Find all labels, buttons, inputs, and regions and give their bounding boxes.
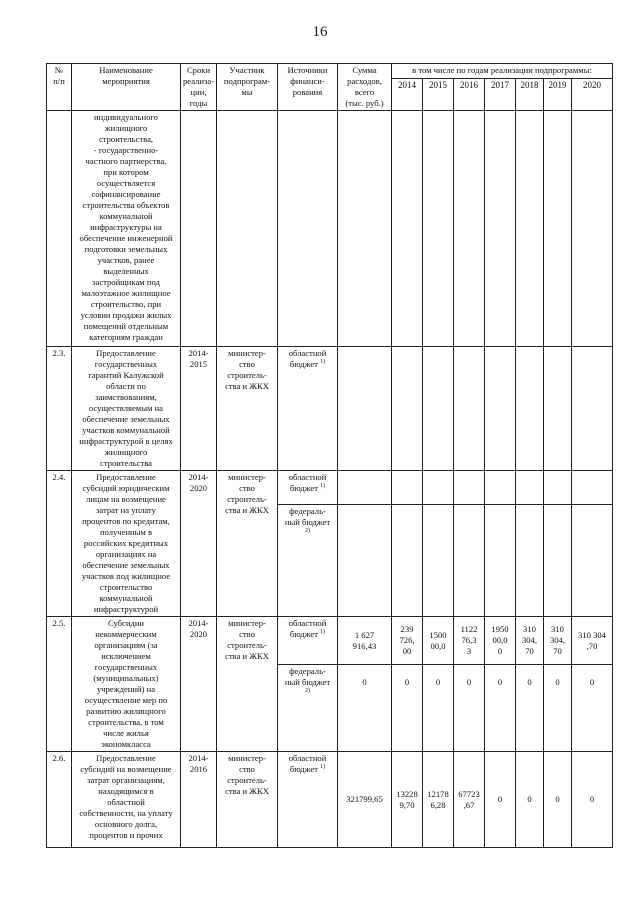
row-source: областной бюджет $^{1)}$ — [278, 617, 338, 665]
value-cell: 0 — [544, 752, 572, 848]
row-name: Предоставление государственных гарантий Калужской области по заимствованиям, осуществляемым на обеспечение земельных участков коммунальной инфраструктурой в целях жилищного строительства — [72, 347, 181, 471]
row-sum: 0 — [338, 665, 392, 752]
value-cell: 1950 00,0 0 — [485, 617, 516, 665]
value-cell: 0 — [516, 752, 544, 848]
row-term: 2014- 2016 — [181, 752, 217, 848]
year-cell: 2020 — [572, 78, 613, 110]
footnote-mark: 1) — [320, 764, 326, 771]
year-cell: 2019 — [544, 78, 572, 110]
footnote-mark: 1) — [320, 483, 326, 490]
year-cell: 2018 — [516, 78, 544, 110]
row-term: 2014- 2020 — [181, 471, 217, 617]
header-name: Наименование мероприятия — [72, 64, 181, 111]
row-num: 2.5. — [47, 617, 72, 752]
row-participant: министер- ство строитель- ства и ЖКХ — [217, 752, 278, 848]
year-cell: 2017 — [485, 78, 516, 110]
header-sources: Источники финанси- рования — [278, 64, 338, 111]
row-source: областной бюджет $^{1)}$ — [278, 752, 338, 848]
row-sum: 321799,65 — [338, 752, 392, 848]
row-name: Предоставление субсидий на возмещение затрат организациям, находящимся в областной собственности, на уплату основного долга, процентов и прочих — [72, 752, 181, 848]
footnote-mark: 1) — [320, 359, 326, 366]
table-row — [47, 471, 613, 505]
row-participant: министер- ство строитель- ства и ЖКХ — [217, 347, 278, 471]
value-cell: 1500 00,0 — [423, 617, 454, 665]
value-cell: 0 — [423, 665, 454, 752]
value-cell: 310 304, 70 — [544, 617, 572, 665]
row-term: 2014- 2020 — [181, 617, 217, 752]
row-num — [47, 111, 72, 347]
footnote-mark: 2) — [305, 688, 310, 695]
year-cell: 2014 — [392, 78, 423, 110]
year-cell: 2015 — [423, 78, 454, 110]
row-name: индивидуального жилищного строительства, - государственно- частного партнерства, при котором осуществляется софинансирование строительства объектов коммунальной инфраструктуры на обеспечение инженерной подготовки земельных участков, ранее выделенных застройщикам под малоэтажное жилищное строительство, при условии продажи жилых помещений отдельным категориям граждан — [72, 111, 181, 347]
value-cell: 0 — [485, 665, 516, 752]
year-cell: 2016 — [454, 78, 485, 110]
value-cell: 1122 76,3 3 — [454, 617, 485, 665]
table-header-row — [47, 64, 613, 79]
row-participant: министер- ство строитель- ства и ЖКХ — [217, 471, 278, 617]
value-cell: 0 — [572, 752, 613, 848]
footnote-mark: 2) — [305, 528, 310, 535]
header-participant: Участник подпрограм- мы — [217, 64, 278, 111]
row-source: областной бюджет $^{1)}$ — [278, 471, 338, 505]
value-cell: 239 726, 00 — [392, 617, 423, 665]
row-term: 2014- 2015 — [181, 347, 217, 471]
footnote-mark: 1) — [320, 629, 326, 636]
row-source: федераль- ный бюджет $^{2)}$ — [278, 505, 338, 617]
row-sum: 1 627 916,43 — [338, 617, 392, 665]
value-cell: 0 — [392, 665, 423, 752]
row-name: Предоставление субсидий юридическим лицам на возмещение затрат на уплату процентов по кредитам, полученным в российских кредитных организациях на обеспечение земельных участков под жилищное строительство коммунальной инфраструктурой — [72, 471, 181, 617]
header-term: Сроки реализа- ции, годы — [181, 64, 217, 111]
table-row — [47, 752, 613, 848]
value-cell: 0 — [485, 752, 516, 848]
value-cell: 310 304 ,70 — [572, 617, 613, 665]
row-num: 2.6. — [47, 752, 72, 848]
table-row — [47, 617, 613, 665]
value-cell: 310 304, 70 — [516, 617, 544, 665]
header-num: № п/п — [47, 64, 72, 111]
value-cell: 0 — [572, 665, 613, 752]
value-cell: 0 — [454, 665, 485, 752]
table-row — [47, 111, 613, 347]
value-cell: 12178 6,28 — [423, 752, 454, 848]
value-cell: 0 — [544, 665, 572, 752]
value-cell: 0 — [516, 665, 544, 752]
row-source: областной бюджет $^{1)}$ — [278, 347, 338, 471]
row-name: Субсидии некоммерческим организациям (за исключением государственных (муниципальных) учреждений) на осуществление мер по развитию жилищного строительства, в том числе жилья экономкласса — [72, 617, 181, 752]
value-cell: 67723 ,67 — [454, 752, 485, 848]
value-cell: 13228 9,70 — [392, 752, 423, 848]
row-num: 2.4. — [47, 471, 72, 617]
header-by-years: в том числе по годам реализации подпрограммы: — [392, 64, 613, 79]
program-table — [46, 63, 613, 848]
row-participant: министер- ство строитель- ства и ЖКХ — [217, 617, 278, 752]
row-source: федераль- ный бюджет $^{2)}$ — [278, 665, 338, 752]
table-row — [47, 347, 613, 471]
header-sum: Сумма расходов, всего (тыс. руб.) — [338, 64, 392, 111]
row-num: 2.3. — [47, 347, 72, 471]
page-number: 16 — [312, 24, 328, 40]
